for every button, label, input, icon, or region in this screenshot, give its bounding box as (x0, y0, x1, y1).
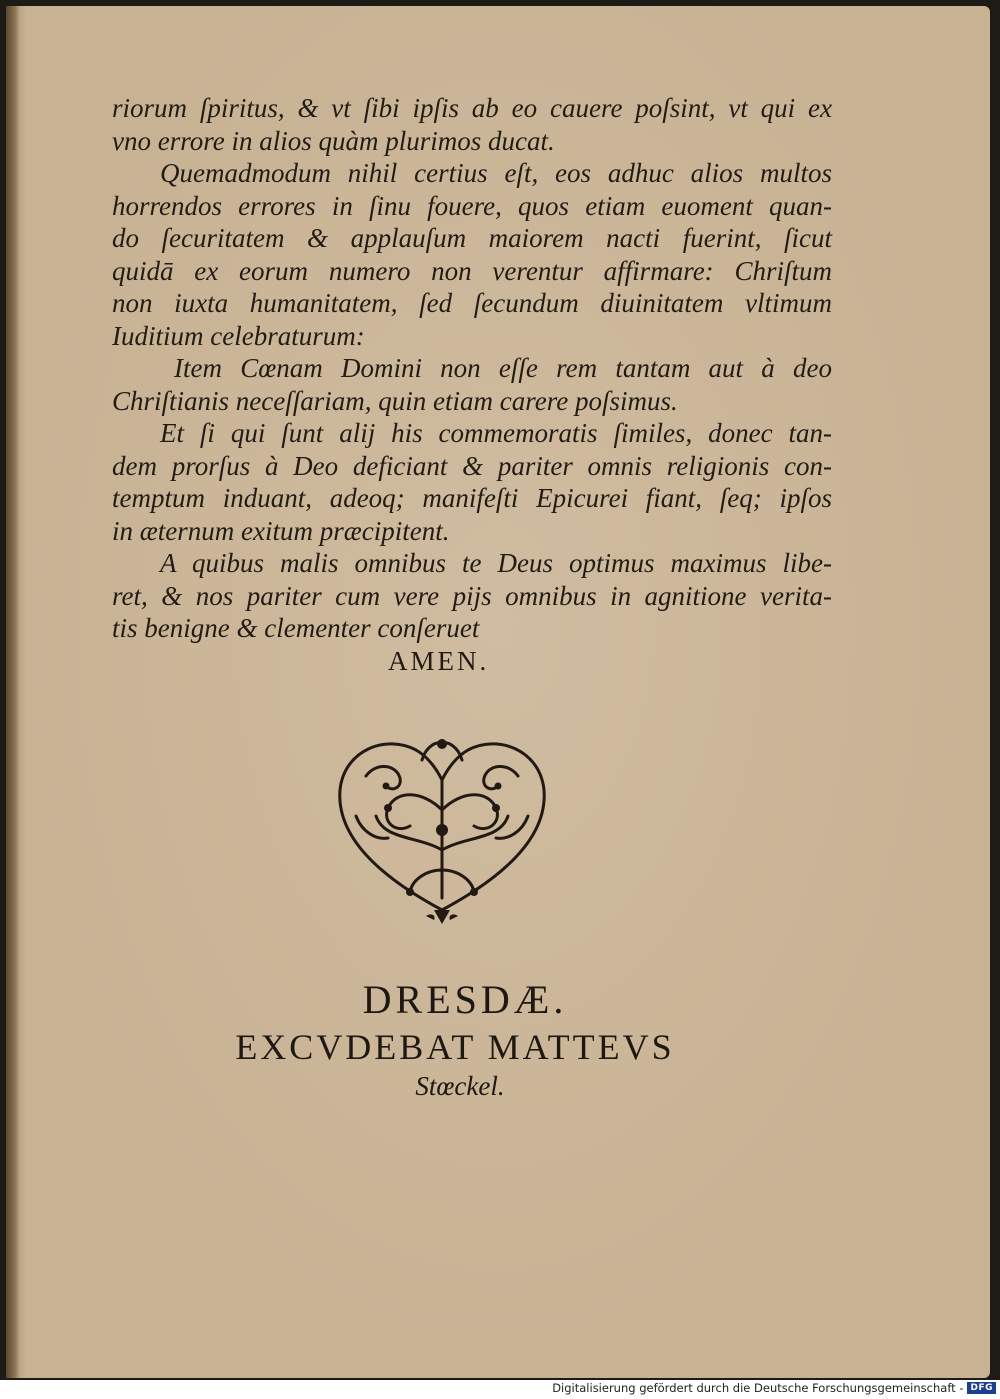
amen-line: AMEN. (388, 646, 490, 676)
text-line: Iuditium celebraturum: (112, 320, 365, 351)
text-line: dem prorſus à Deo deficiant & pariter omnis religionis con- (112, 450, 832, 481)
text-line: vno errore in alios quàm plurimos ducat. (112, 125, 555, 156)
imprint-printer-name: Stœckel. (415, 1071, 505, 1101)
imprint-place: DRESDÆ. (362, 977, 568, 1022)
imprint-printer: EXCVDEBAT MATTEVS (235, 1027, 675, 1067)
text-line: do ſecuritatem & applauſum maiorem nacti fuerint, ſicut (112, 223, 832, 253)
text-line: tis benigne & clementer conſeruet (112, 613, 480, 643)
text-line: riorum ſpiritus, & vt ſibi ipſis ab eo cauere poſsint, vt qui ex (112, 93, 832, 123)
text-line: Item Cœnam Domini non eſſe rem tantam aut à deo (174, 353, 832, 383)
text-line: temptum induant, adeoq; manifeſti Epicurei fiant, ſeq; ipſos (112, 483, 832, 513)
text-line: Chriſtianis neceſſariam, quin etiam carere poſsimus. (112, 385, 678, 416)
fleuron-ornament (326, 720, 558, 926)
digitization-footer (552, 1379, 996, 1397)
text-line: non iuxta humanitatem, ſed ſecundum diuinitatem vltimum (112, 288, 832, 318)
text-line: Et ſi qui ſunt alij his commemoratis ſimiles, donec tan- (160, 418, 832, 448)
imprint (0, 975, 900, 1103)
text-line: A quibus malis omnibus te Deus optimus maximus libe- (160, 548, 832, 578)
funding-credit: Digitalisierung gefördert durch die Deutsche Forschungsgemeinschaft - (552, 1381, 964, 1395)
text-line: in æternum exitum præcipitent. (112, 515, 450, 546)
text-line: Quemadmodum nihil certius eſt, eos adhuc alios multos (160, 158, 832, 188)
text-line: ret, & nos pariter cum vere pijs omnibus in agnitione verita- (112, 580, 832, 611)
text-line: quidā ex eorum numero non verentur affirmare: Chriſtum (112, 255, 832, 286)
text-line: horrendos errores in ſinu fouere, quos etiam euoment quan- (112, 190, 832, 221)
body-text (112, 92, 832, 645)
dfg-logo: DFG (967, 1382, 996, 1394)
page-gutter-edge (6, 6, 20, 1378)
